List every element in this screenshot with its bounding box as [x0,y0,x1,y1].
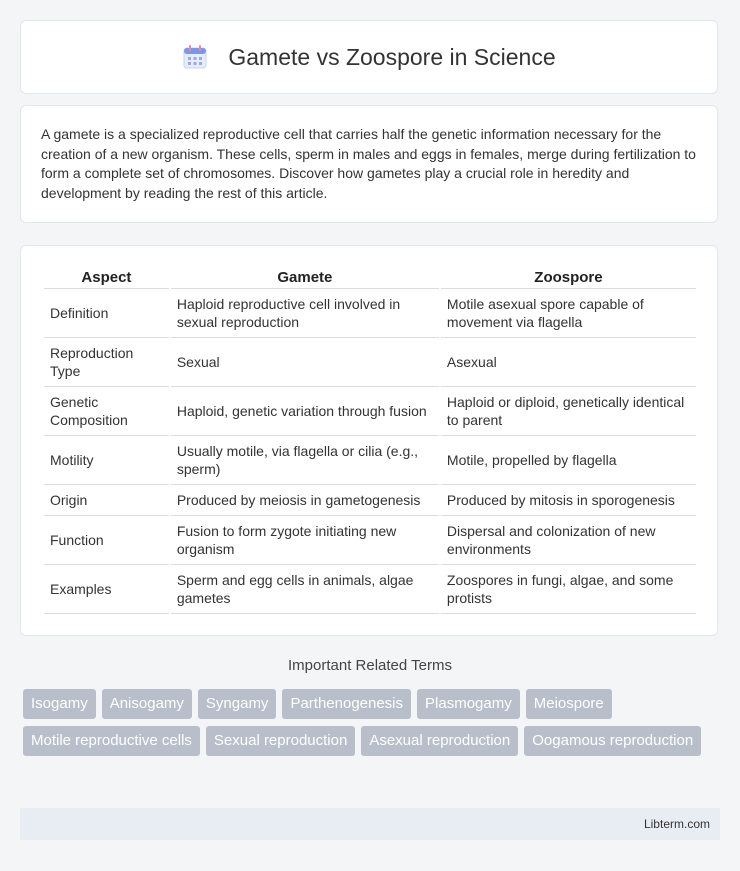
table-cell: Sperm and egg cells in animals, algae gametes [171,565,439,614]
term-tag[interactable]: Syngamy [198,689,277,719]
term-tag[interactable]: Plasmogamy [417,689,520,719]
term-tag[interactable]: Meiospore [526,689,612,719]
column-header: Gamete [171,266,439,289]
footer-site-link[interactable]: Libterm.com [643,817,710,831]
table-row [44,485,696,516]
comparison-card [20,245,718,636]
term-tag[interactable]: Sexual reproduction [206,726,355,756]
table-cell: Asexual [441,338,696,387]
table-cell: Reproduction Type [44,338,169,387]
page-title: Gamete vs Zoospore in Science [228,43,556,70]
table-cell: Motility [44,436,169,485]
related-terms-heading: Important Related Terms [288,657,452,674]
table-row [44,338,696,387]
related-terms-list [23,689,723,756]
table-cell: Origin [44,485,169,516]
table-cell: Usually motile, via flagella or cilia (e.g., sperm) [171,436,439,485]
table-cell: Examples [44,565,169,614]
term-tag[interactable]: Oogamous reproduction [524,726,701,756]
table-cell: Sexual [171,338,439,387]
table-cell: Produced by meiosis in gametogenesis [171,485,439,516]
table-cell: Haploid, genetic variation through fusion [171,387,439,436]
title-card [20,20,718,94]
table-cell: Haploid reproductive cell involved in sexual reproduction [171,289,439,338]
table-row [44,565,696,614]
table-cell: Dispersal and colonization of new environments [441,516,696,565]
footer [20,808,720,840]
table-cell: Genetic Composition [44,387,169,436]
table-cell: Zoospores in fungi, algae, and some protists [441,565,696,614]
table-cell: Function [44,516,169,565]
table-cell: Produced by mitosis in sporogenesis [441,485,696,516]
table-cell: Motile asexual spore capable of movement via flagella [441,289,696,338]
table-row [44,387,696,436]
table-cell: Haploid or diploid, genetically identical to parent [441,387,696,436]
table-row [44,289,696,338]
intro-text: A gamete is a specialized reproductive cell that carries half the genetic information necessary for the creation of a new organism. These cells, sperm in males and eggs in females, merge during fertilization to form a complete set of chromosomes. Discover how gametes play a crucial role in heredity and development by reading the rest of this article. [41,126,696,201]
term-tag[interactable]: Anisogamy [102,689,192,719]
table-cell: Definition [44,289,169,338]
term-tag[interactable]: Motile reproductive cells [23,726,200,756]
intro-card [20,105,718,223]
comparison-table [42,266,698,614]
calendar-icon [182,44,208,70]
term-tag[interactable]: Parthenogenesis [282,689,411,719]
table-cell: Fusion to form zygote initiating new organism [171,516,439,565]
table-row [44,436,696,485]
table-row [44,516,696,565]
table-header-row [44,266,696,289]
column-header: Zoospore [441,266,696,289]
column-header: Aspect [44,266,169,289]
table-cell: Motile, propelled by flagella [441,436,696,485]
term-tag[interactable]: Asexual reproduction [361,726,518,756]
term-tag[interactable]: Isogamy [23,689,96,719]
